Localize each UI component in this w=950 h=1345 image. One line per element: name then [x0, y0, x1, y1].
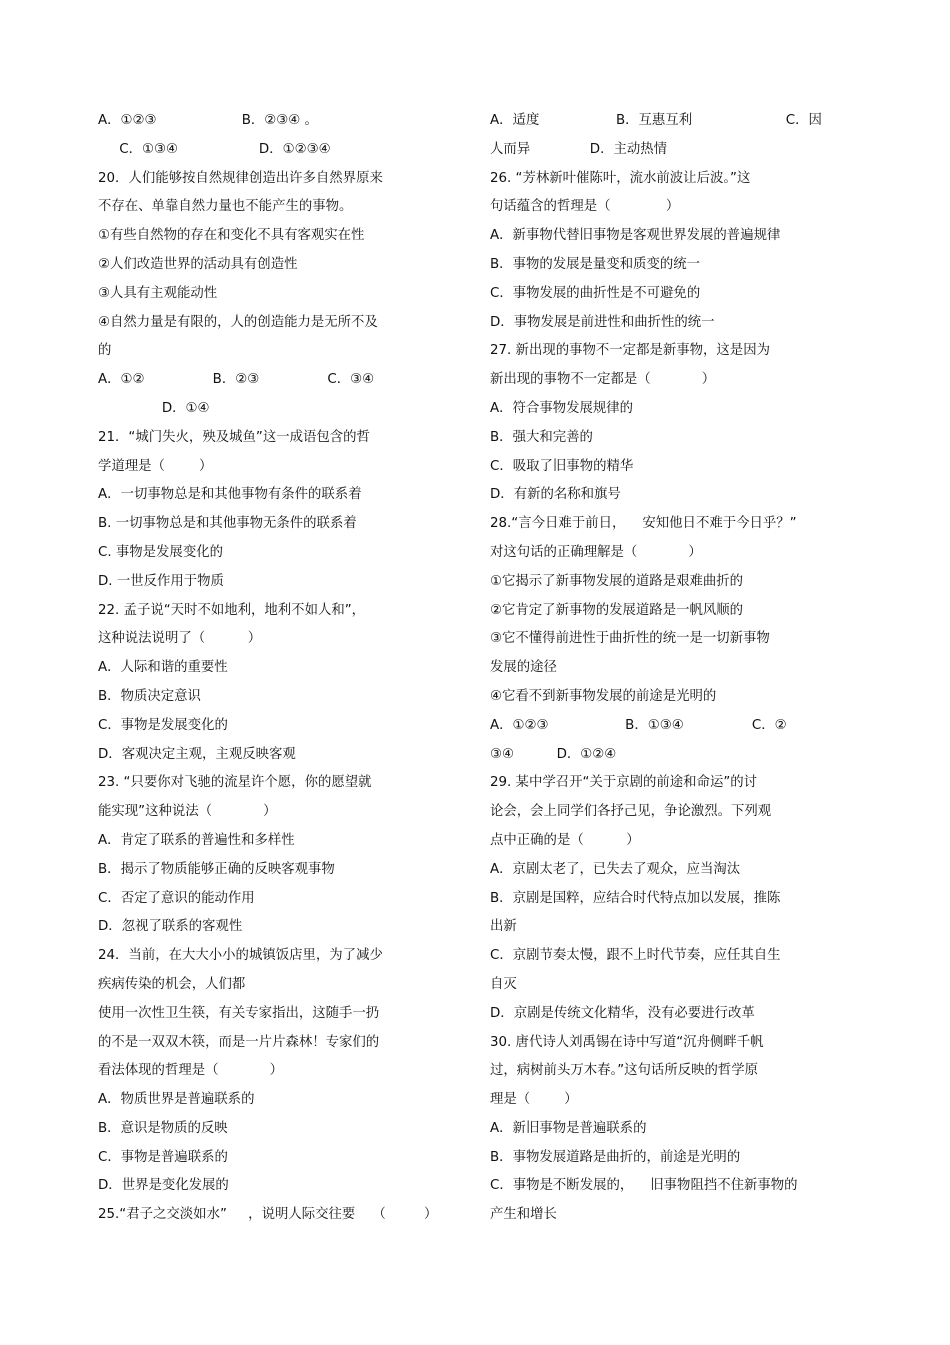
text-line: C. 事物是发展变化的 [98, 544, 223, 560]
left-column [98, 107, 448, 1230]
text-line: 论会，会上同学们各抒己见，争论激烈。下列观 [490, 804, 772, 820]
text-line: 27. 新出现的事物不一定都是新事物，这是因为 [490, 343, 770, 359]
text-line: 的不是一双双木筷，而是一片片森林！专家们的 [98, 1034, 380, 1050]
text-line: B．事物的发展是量变和质变的统一 [490, 256, 701, 272]
text-line: D．有新的名称和旗号 [490, 487, 621, 503]
text-line: A．新旧事物是普遍联系的 [490, 1120, 647, 1136]
text-line: A．①②③ B．②③④ 。 [98, 113, 318, 128]
text-line: D．世界是变化发展的 [98, 1178, 229, 1194]
text-line: A．适度 B．互惠互利 C．因 [490, 113, 822, 128]
text-line: 能实现”这种说法（ ） [98, 804, 277, 820]
text-line: A．符合事物发展规律的 [490, 400, 634, 416]
text-line: A．肯定了联系的普遍性和多样性 [98, 832, 295, 848]
text-line: B．事物发展道路是曲折的，前途是光明的 [490, 1149, 741, 1165]
text-line: 发展的途径 [490, 660, 557, 676]
text-line: D．京剧是传统文化精华，没有必要进行改革 [490, 1005, 755, 1021]
text-line: A．物质世界是普遍联系的 [98, 1092, 255, 1108]
text-line: 24．当前，在大大小小的城镇饭店里，为了减少 [98, 948, 383, 964]
text-line: ④自然力量是有限的，人的创造能力是无所不及 [98, 314, 378, 330]
text-line: C．京剧节奏太慢，跟不上时代节奏，应任其自生 [490, 948, 781, 964]
text-line: ②它肯定了新事物的发展道路是一帆风顺的 [490, 602, 744, 618]
text-line: ③④ D．①②④ [490, 746, 617, 762]
text-line: 20．人们能够按自然规律创造出许多自然界原来 [98, 170, 383, 186]
text-line: B．揭示了物质能够正确的反映客观事物 [98, 861, 335, 877]
text-line: D．①④ [98, 400, 210, 416]
text-line: 对这句话的正确理解是（ ） [490, 544, 702, 560]
text-line: C．事物发展的曲折性是不可避免的 [490, 285, 701, 301]
text-line: 出新 [490, 919, 517, 935]
text-line: ①它揭示了新事物发展的道路是艰难曲折的 [490, 573, 744, 589]
text-line: 学道理是（ ） [98, 458, 213, 474]
text-line: 疾病传染的机会，人们都 [98, 976, 246, 992]
text-line: ④它看不到新事物发展的前途是光明的 [490, 688, 717, 704]
text-line: 26. “芳林新叶催陈叶，流水前波让后波。”这 [490, 170, 751, 186]
text-line: C．事物是不断发展的， 旧事物阻挡不住新事物的 [490, 1178, 798, 1194]
text-line: 过，病树前头万木春。”这句话所反映的哲学原 [490, 1063, 759, 1079]
text-line: A．新事物代替旧事物是客观世界发展的普遍规律 [490, 228, 781, 244]
text-line: A．一切事物总是和其他事物有条件的联系着 [98, 487, 362, 503]
text-line: 23. “只要你对飞驰的流星许个愿，你的愿望就 [98, 775, 372, 791]
text-line: 新出现的事物不一定都是（ ） [490, 372, 716, 388]
text-line: C．吸取了旧事物的精华 [490, 458, 634, 474]
text-line: B．京剧是国粹，应结合时代特点加以发展，推陈 [490, 890, 781, 906]
text-line: B．物质决定意识 [98, 688, 201, 704]
text-line: A．①②③ B．①③④ C．② [490, 717, 787, 733]
text-line: 不存在、单靠自然力量也不能产生的事物。 [98, 199, 353, 215]
text-line: 这种说法说明了（ ） [98, 631, 262, 647]
text-line: A．人际和谐的重要性 [98, 660, 228, 676]
text-line: C．事物是普遍联系的 [98, 1149, 228, 1165]
text-line: ③人具有主观能动性 [98, 285, 218, 301]
text-line: 自灭 [490, 976, 517, 992]
text-line: 25.“君子之交淡如水” ，说明人际交往要 （ ） [98, 1207, 438, 1223]
text-line: 产生和增长 [490, 1207, 557, 1223]
text-line: B. 一切事物总是和其他事物无条件的联系着 [98, 516, 357, 532]
text-line: C．否定了意识的能动作用 [98, 890, 255, 906]
text-line: D．忽视了联系的客观性 [98, 919, 243, 935]
text-line: B．意识是物质的反映 [98, 1120, 228, 1136]
text-line: B．强大和完善的 [490, 429, 593, 445]
text-line: 的 [98, 343, 112, 359]
text-line: 21．“城门失火，殃及城鱼”这一成语包含的哲 [98, 429, 370, 445]
text-line: 22. 孟子说“天时不如地利，地利不如人和”， [98, 602, 366, 618]
text-line: 30. 唐代诗人刘禹锡在诗中写道“沉舟侧畔千帆 [490, 1034, 764, 1050]
text-line: C．①③④ D．①②③④ [98, 141, 331, 157]
text-line: 看法体现的哲理是（ ） [98, 1063, 283, 1079]
text-line: 点中正确的是（ ） [490, 832, 640, 848]
right-column [490, 107, 835, 1230]
text-line: C．事物是发展变化的 [98, 717, 228, 733]
text-line: ②人们改造世界的活动具有创造性 [98, 256, 298, 272]
text-line: 28.“言今日难于前日， 安知他日不难于今日乎？” [490, 516, 797, 532]
text-line: 29. 某中学召开“关于京剧的前途和命运”的讨 [490, 775, 758, 791]
text-line: A．①② B．②③ C．③④ [98, 372, 375, 388]
text-line: D．客观决定主观，主观反映客观 [98, 746, 296, 762]
text-line: D．事物发展是前进性和曲折性的统一 [490, 314, 715, 330]
text-line: A．京剧太老了，已失去了观众，应当淘汰 [490, 861, 741, 877]
text-line: ③它不懂得前进性于曲折性的统一是一切新事物 [490, 631, 770, 647]
text-line: ①有些自然物的存在和变化不具有客观实在性 [98, 228, 365, 244]
text-line: 句话蕴含的哲理是（ ） [490, 199, 680, 215]
text-line: D. 一世反作用于物质 [98, 573, 224, 589]
text-line: 理是（ ） [490, 1092, 578, 1108]
text-line: 人而异 D．主动热情 [490, 141, 668, 157]
text-line: 使用一次性卫生筷，有关专家指出，这随手一扔 [98, 1005, 380, 1021]
